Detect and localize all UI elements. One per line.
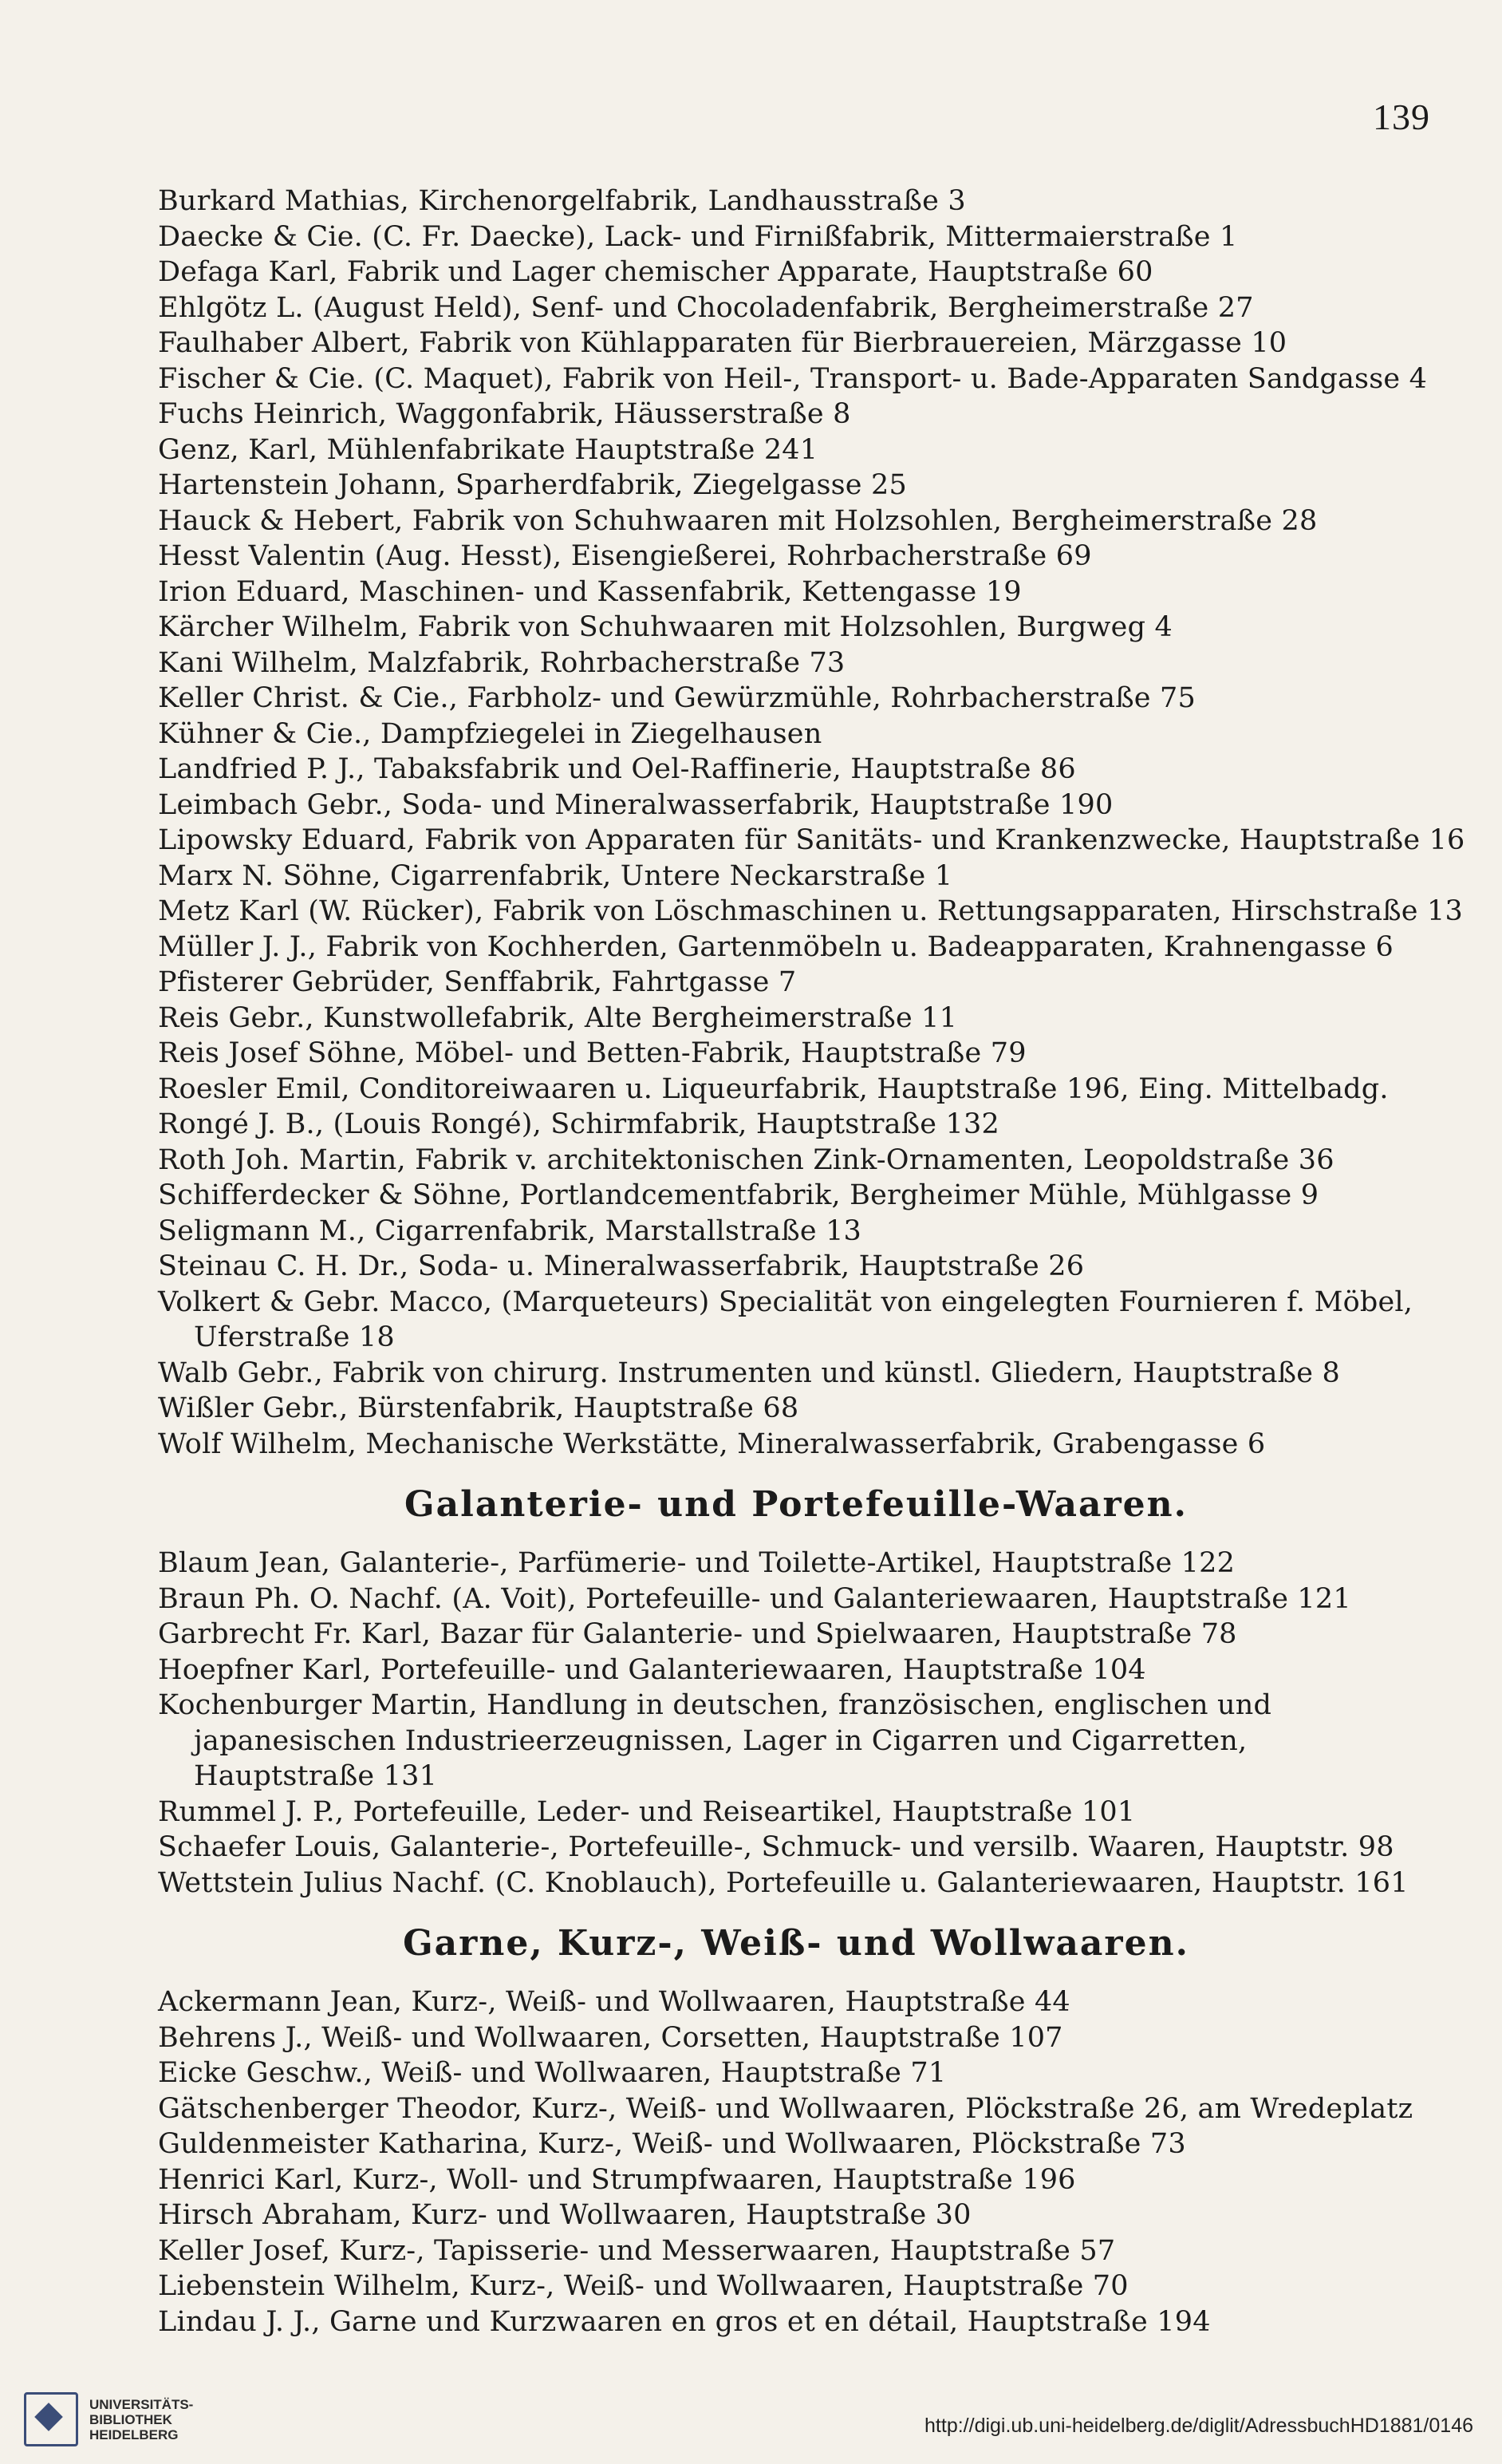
directory-entry: Henrici Karl, Kurz-, Woll- und Strumpfwaaren, Hauptstraße 196 [158, 2163, 1076, 2196]
directory-entry: Liebenstein Wilhelm, Kurz-, Weiß- und Wollwaaren, Hauptstraße 70 [158, 2270, 1129, 2302]
directory-entry: Schaefer Louis, Galanterie-, Portefeuille-, Schmuck- und versilb. Waaren, Hauptstr. 98 [158, 1831, 1394, 1863]
directory-entry: Defaga Karl, Fabrik und Lager chemischer Apparate, Hauptstraße 60 [158, 256, 1153, 288]
source-url: http://digi.ub.uni-heidelberg.de/diglit/AdressbuchHD1881/0146 [924, 2415, 1473, 2437]
directory-entry: Hirsch Abraham, Kurz- und Wollwaaren, Hauptstraße 30 [158, 2199, 972, 2231]
directory-entry: Marx N. Söhne, Cigarrenfabrik, Untere Neckarstraße 1 [158, 859, 953, 892]
directory-entry: Steinau C. H. Dr., Soda- u. Mineralwasserfabrik, Hauptstraße 26 [158, 1250, 1085, 1282]
directory-entry: Irion Eduard, Maschinen- und Kassenfabrik, Kettengasse 19 [158, 575, 1022, 608]
directory-entry: Hoepfner Karl, Portefeuille- und Galanteriewaaren, Hauptstraße 104 [158, 1653, 1146, 1686]
directory-entry: Reis Josef Söhne, Möbel- und Betten-Fabrik, Hauptstraße 79 [158, 1037, 1027, 1069]
directory-entry: Ackermann Jean, Kurz-, Weiß- und Wollwaaren, Hauptstraße 44 [158, 1986, 1070, 2018]
directory-entry: Keller Josef, Kurz-, Tapisserie- und Messerwaaren, Hauptstraße 57 [158, 2234, 1116, 2267]
directory-entry: Lindau J. J., Garne und Kurzwaaren en gros et en détail, Hauptstraße 194 [158, 2305, 1211, 2338]
directory-entry: Gätschenberger Theodor, Kurz-, Weiß- und Wollwaaren, Plöckstraße 26, am Wredeplatz [158, 2092, 1413, 2125]
directory-entry: Hartenstein Johann, Sparherdfabrik, Ziegelgasse 25 [158, 469, 907, 501]
footer [0, 2376, 1502, 2464]
directory-entry: Eicke Geschw., Weiß- und Wollwaaren, Hauptstraße 71 [158, 2057, 947, 2089]
directory-entry: Faulhaber Albert, Fabrik von Kühlapparaten für Bierbrauereien, Märzgasse 10 [158, 327, 1287, 359]
directory-entry: Kühner & Cie., Dampfziegelei in Ziegelhausen [158, 717, 822, 750]
directory-entry: Genz, Karl, Mühlenfabrikate Hauptstraße 241 [158, 433, 818, 466]
directory-entry: Hesst Valentin (Aug. Hesst), Eisengießerei, Rohrbacherstraße 69 [158, 540, 1092, 572]
directory-entry: Roth Joh. Martin, Fabrik v. architektonischen Zink-Ornamenten, Leopoldstraße 36 [158, 1143, 1334, 1176]
directory-entry: Volkert & Gebr. Macco, (Marqueteurs) Specialität von eingelegten Fournieren f. Möbel, Uferstraße 18 [158, 1285, 1413, 1353]
directory-entry: Kochenburger Martin, Handlung in deutschen, französischen, englischen und japanesischen Industrieerzeugnissen, Lager in Cigarren und Cigarretten, Hauptstraße 131 [158, 1689, 1272, 1792]
directory-entry: Müller J. J., Fabrik von Kochherden, Gartenmöbeln u. Badeapparaten, Krahnengasse 6 [158, 930, 1394, 963]
section-heading: Garne, Kurz-, Weiß- und Wollwaaren. [403, 1923, 1189, 1964]
directory-entry: Hauck & Hebert, Fabrik von Schuhwaaren mit Holzsohlen, Bergheimerstraße 28 [158, 504, 1318, 537]
directory-entry: Kani Wilhelm, Malzfabrik, Rohrbacherstraße 73 [158, 646, 846, 679]
page-number: 139 [1373, 97, 1430, 137]
directory-entry: Guldenmeister Katharina, Kurz-, Weiß- und Wollwaaren, Plöckstraße 73 [158, 2128, 1186, 2160]
directory-entry: Daecke & Cie. (C. Fr. Daecke), Lack- und Firnißfabrik, Mittermaierstraße 1 [158, 220, 1238, 253]
directory-entry: Ehlgötz L. (August Held), Senf- und Chocoladenfabrik, Bergheimerstraße 27 [158, 291, 1254, 324]
directory-section [158, 1484, 1434, 1901]
library-name-line: BIBLIOTHEK [89, 2411, 172, 2427]
directory-entry: Braun Ph. O. Nachf. (A. Voit), Portefeuille- und Galanteriewaaren, Hauptstraße 121 [158, 1582, 1351, 1615]
directory-entry: Garbrecht Fr. Karl, Bazar für Galanterie- und Spielwaaren, Hauptstraße 78 [158, 1618, 1237, 1650]
library-logo [24, 2392, 193, 2446]
library-name-line: HEIDELBERG [89, 2426, 179, 2442]
directory-entry: Blaum Jean, Galanterie-, Parfümerie- und Toilette-Artikel, Hauptstraße 122 [158, 1547, 1236, 1579]
directory-entry: Pfisterer Gebrüder, Senffabrik, Fahrtgasse 7 [158, 966, 797, 998]
library-name [89, 2397, 193, 2442]
directory-entry: Fuchs Heinrich, Waggonfabrik, Häusserstraße 8 [158, 398, 851, 430]
directory-entry: Rummel J. P., Portefeuille, Leder- und Reiseartikel, Hauptstraße 101 [158, 1795, 1136, 1828]
directory-entry: Fischer & Cie. (C. Maquet), Fabrik von Heil-, Transport- u. Bade-Apparaten Sandgasse 4 [158, 362, 1428, 395]
directory-entry: Landfried P. J., Tabaksfabrik und Oel-Raffinerie, Hauptstraße 86 [158, 753, 1076, 785]
directory-entry: Lipowsky Eduard, Fabrik von Apparaten für Sanitäts- und Krankenzwecke, Hauptstraße 16 [158, 824, 1465, 856]
directory-entry: Rongé J. B., (Louis Rongé), Schirmfabrik, Hauptstraße 132 [158, 1108, 999, 1140]
directory-entry: Burkard Mathias, Kirchenorgelfabrik, Landhausstraße 3 [158, 185, 966, 217]
directory-entry: Metz Karl (W. Rücker), Fabrik von Löschmaschinen u. Rettungsapparaten, Hirschstraße 13 [158, 895, 1463, 927]
library-emblem-icon [24, 2392, 78, 2446]
directory-content [158, 184, 1465, 2340]
directory-entry: Walb Gebr., Fabrik von chirurg. Instrumenten und künstl. Gliedern, Hauptstraße 8 [158, 1356, 1340, 1389]
directory-entry: Kärcher Wilhelm, Fabrik von Schuhwaaren mit Holzsohlen, Burgweg 4 [158, 611, 1173, 643]
directory-entry: Roesler Emil, Conditoreiwaaren u. Liqueurfabrik, Hauptstraße 196, Eing. Mittelbadg. [158, 1072, 1389, 1105]
directory-entry: Seligmann M., Cigarrenfabrik, Marstallstraße 13 [158, 1214, 862, 1247]
section-heading: Galanterie- und Portefeuille-Waaren. [404, 1484, 1188, 1525]
directory-section [158, 184, 1465, 1462]
directory-entry: Schifferdecker & Söhne, Portlandcementfabrik, Bergheimer Mühle, Mühlgasse 9 [158, 1179, 1319, 1211]
directory-entry: Wolf Wilhelm, Mechanische Werkstätte, Mineralwasserfabrik, Grabengasse 6 [158, 1427, 1266, 1460]
directory-entry: Behrens J., Weiß- und Wollwaaren, Corsetten, Hauptstraße 107 [158, 2021, 1063, 2054]
directory-entry: Keller Christ. & Cie., Farbholz- und Gewürzmühle, Rohrbacherstraße 75 [158, 682, 1196, 714]
directory-entry: Wettstein Julius Nachf. (C. Knoblauch), Portefeuille u. Galanteriewaaren, Hauptstr. 161 [158, 1866, 1409, 1899]
directory-entry: Reis Gebr., Kunstwollefabrik, Alte Bergheimerstraße 11 [158, 1001, 958, 1034]
directory-entry: Leimbach Gebr., Soda- und Mineralwasserfabrik, Hauptstraße 190 [158, 788, 1114, 821]
directory-section [158, 1923, 1434, 2340]
library-name-line: UNIVERSITÄTS- [89, 2396, 194, 2412]
directory-entry: Wißler Gebr., Bürstenfabrik, Hauptstraße 68 [158, 1392, 799, 1424]
